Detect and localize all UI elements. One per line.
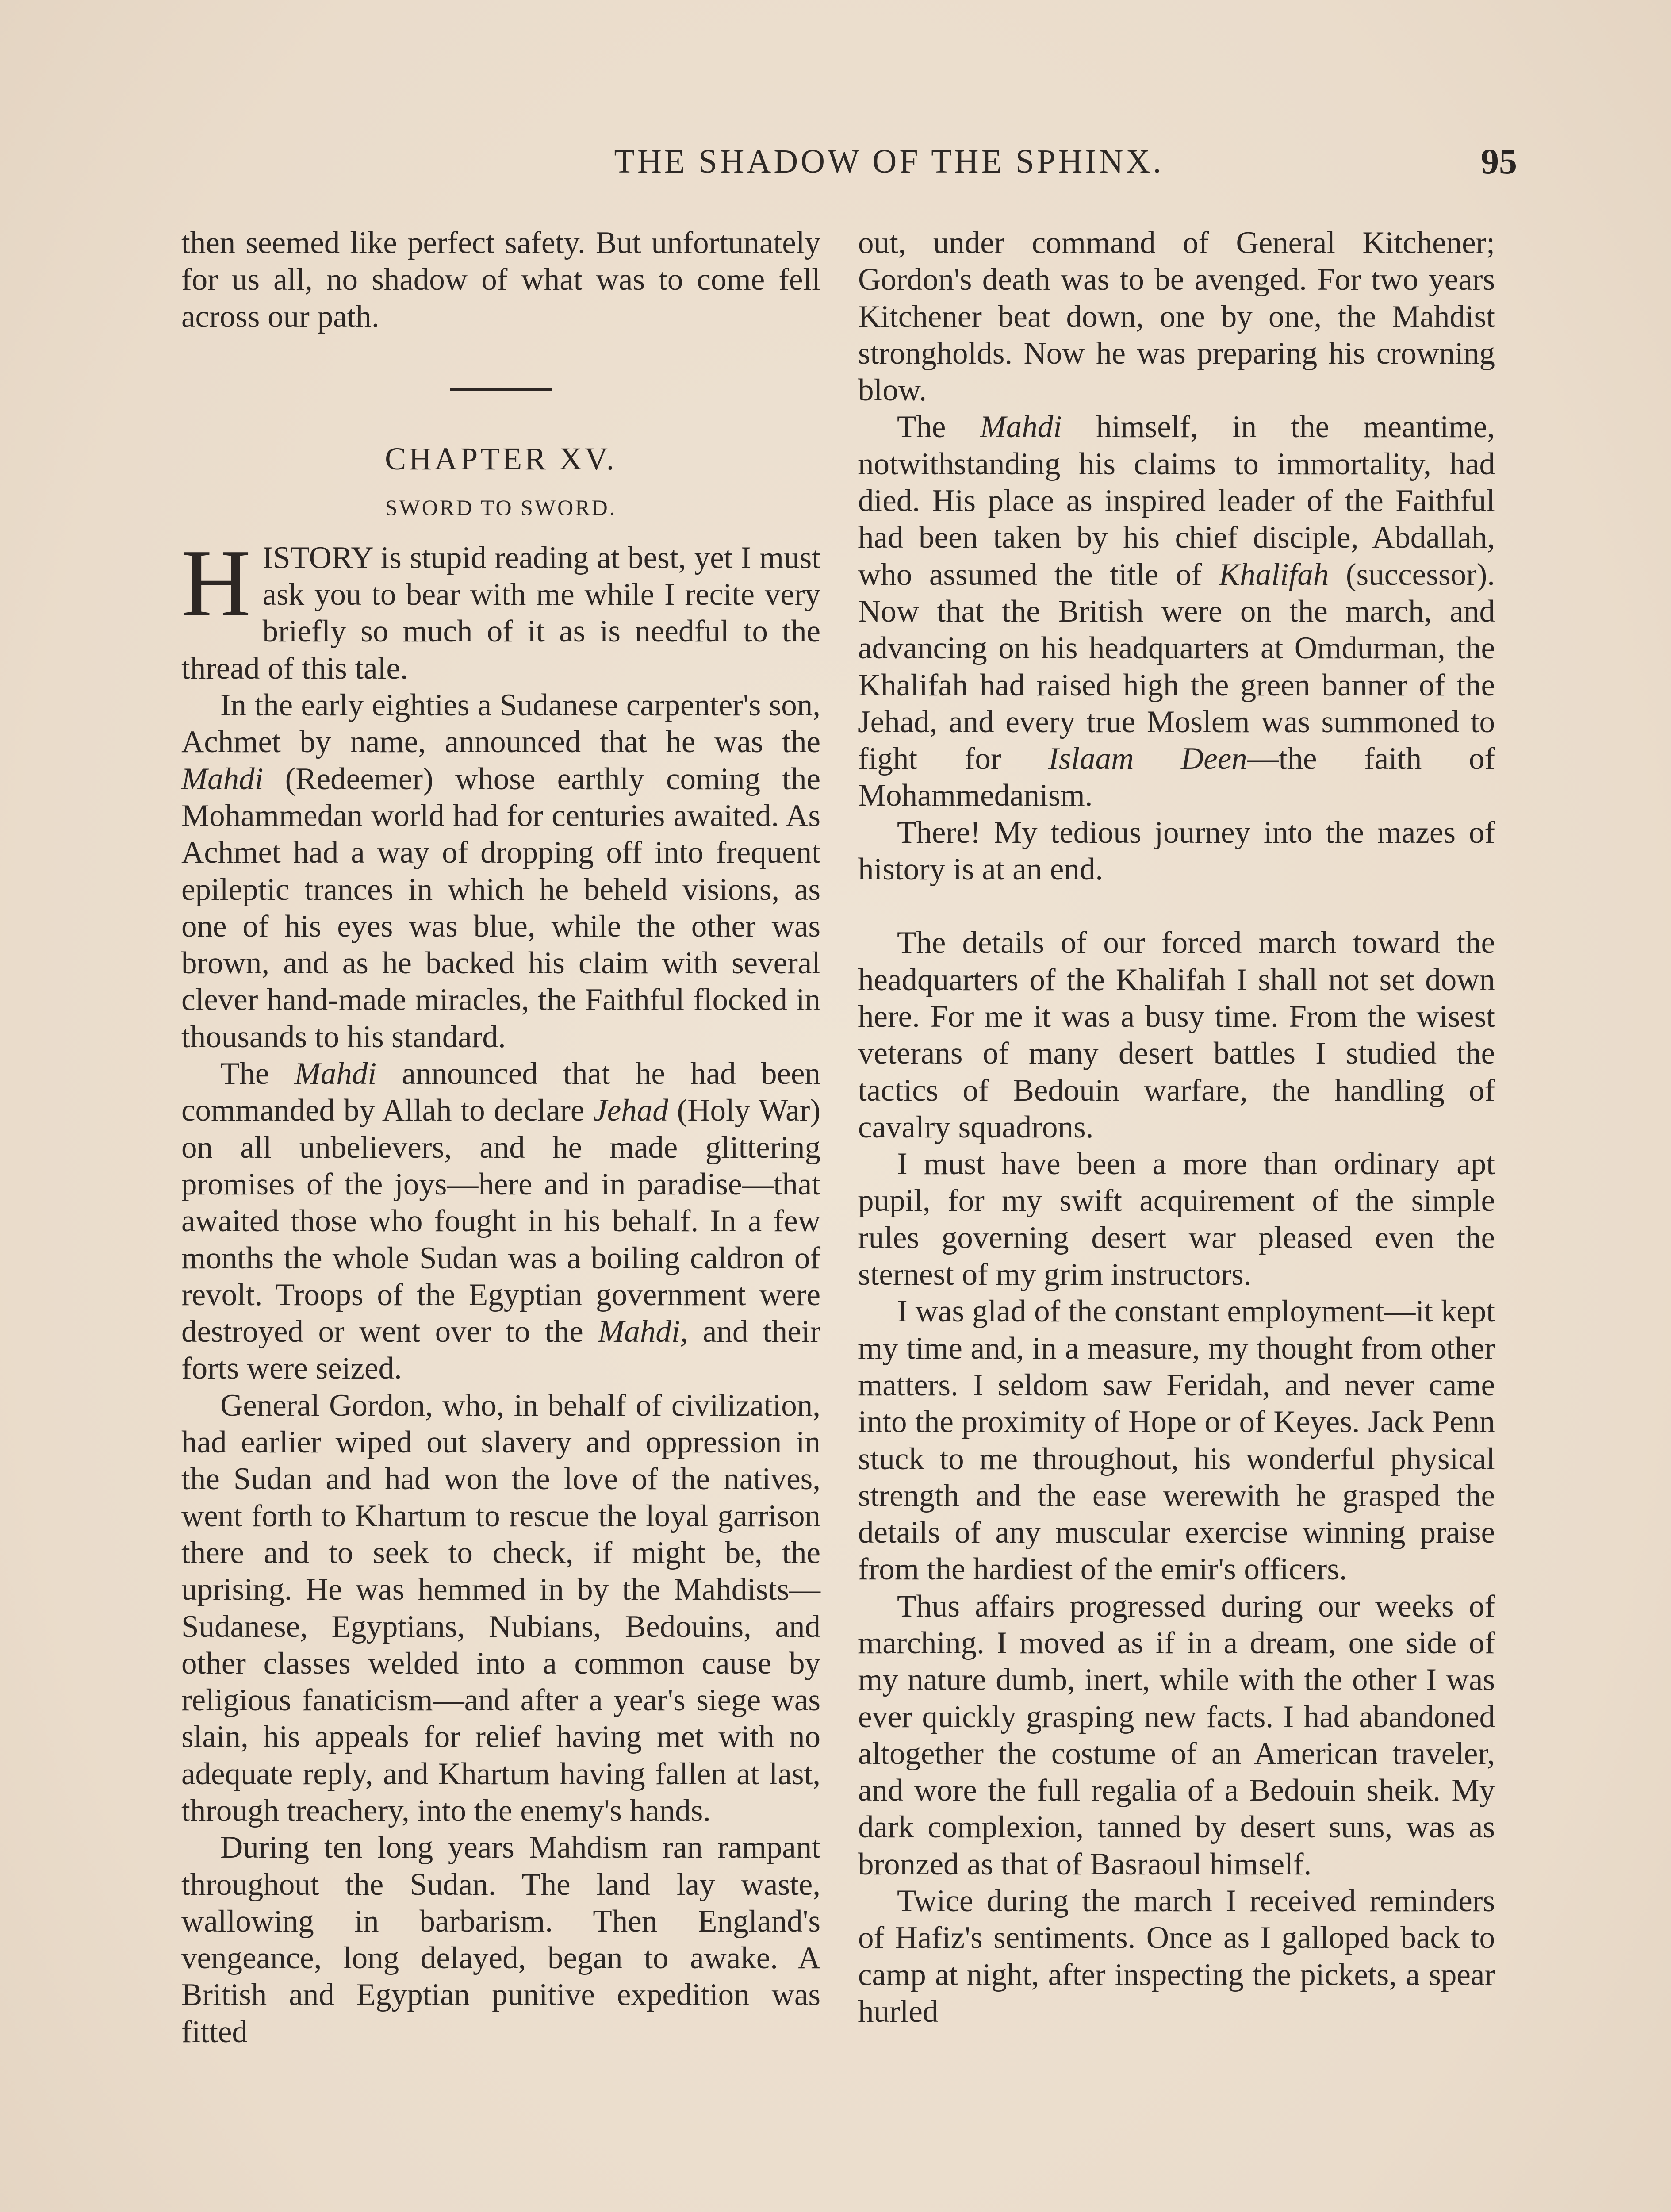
page-number: 95	[1481, 141, 1517, 181]
right-column	[858, 225, 1495, 2030]
paragraph: then seemed like perfect safety. But unfortunately for us all, no shadow of what was to come fell across our path.	[181, 226, 820, 334]
paragraph: out, under command of General Kitchener; Gordon's death was to be avenged. For two years Kitchener beat down, one by one, the Mahdist strongholds. Now he was preparing his crowning blow.	[858, 226, 1495, 408]
paragraph: The Mahdi announced that he had been commanded by Allah to declare Jehad (Holy War) on all unbelievers, and he made glittering promises of the joys—here and in paradise—that awaited those who fought in his behalf. In a few months the whole Sudan was a boiling caldron of revolt. Troops of the Egyptian government were destroyed or went over to the Mahdi, and their forts were seized.	[181, 1056, 820, 1386]
chapter-subtitle: SWORD TO SWORD.	[385, 495, 617, 520]
paragraph: Twice during the march I received reminders of Hafiz's sentiments. Once as I galloped back to camp at night, after inspecting the pickets, a spear hurled	[858, 1884, 1495, 2029]
drop-cap: H	[181, 530, 251, 637]
chapter-title: CHAPTER XV.	[385, 441, 617, 476]
paragraph: The Mahdi himself, in the meantime, notwithstanding his claims to immortality, had died. His place as inspired leader of the Faithful had been taken by his chief disciple, Abdallah, who assumed the title of Khalifah (successor). Now that the British were on the march, and advancing on his headquarters at Omdurman, the Khalifah had raised high the green banner of the Jehad, and every true Moslem was summoned to fight for Islaam Deen—the faith of Mohammedanism.	[858, 410, 1495, 813]
paragraph: Thus affairs progressed during our weeks of marching. I moved as if in a dream, one side of my nature dumb, inert, while with the other I was ever quickly grasping new facts. I had abandoned altogether the costume of an American traveler, and wore the full regalia of a Bedouin sheik. My dark complexion, tanned by desert suns, was as bronzed as that of Basraoul himself.	[858, 1589, 1495, 1882]
paragraph: I was glad of the constant employment—it kept my time and, in a measure, my thought from other matters. I seldom saw Feridah, and never came into the proximity of Hope or of Keyes. Jack Penn stuck to me throughout, his wonderful physical strength and the ease werewith he grasped the details of any muscular exercise winning praise from the hardiest of the emir's officers.	[858, 1294, 1495, 1587]
opening-paragraph: HISTORY is stupid reading at best, yet I must ask you to bear with me while I recite very briefly so much of it as is needful to the thread of this tale.	[181, 530, 820, 686]
paragraph: I must have been a more than ordinary apt pupil, for my swift acquirement of the simple rules governing desert war pleased even the sternest of my grim instructors.	[858, 1147, 1495, 1292]
paragraph: The details of our forced march toward the headquarters of the Khalifah I shall not set down here. For me it was a busy time. From the wisest veterans of many desert battles I studied the tactics of Bedouin warfare, the handling of cavalry squadrons.	[858, 926, 1495, 1144]
paragraph: There! My tedious journey into the mazes of history is at an end.	[858, 815, 1495, 887]
paragraph: During ten long years Mahdism ran rampant throughout the Sudan. The land lay waste, wallowing in barbarism. Then England's vengeance, long delayed, began to awake. A British and Egyptian punitive expedition was fitted	[181, 1830, 820, 2049]
left-column	[181, 225, 820, 2051]
paragraph: General Gordon, who, in behalf of civilization, had earlier wiped out slavery and oppression in the Sudan and had won the love of the natives, went forth to Khartum to rescue the loyal garrison there and to seek to check, if might be, the uprising. He was hemmed in by the Mahdists—Sudanese, Egyptians, Nubians, Bedouins, and other classes welded into a common cause by religious fanaticism—and after a year's siege was slain, his appeals for relief having met with no adequate reply, and Khartum having fallen at last, through treachery, into the enemy's hands.	[181, 1388, 820, 1828]
running-head: THE SHADOW OF THE SPHINX.	[614, 143, 1164, 180]
paragraph: In the early eighties a Sudanese carpenter's son, Achmet by name, announced that he was the Mahdi (Redeemer) whose earthly coming the Mohammedan world had for centuries awaited. As Achmet had a way of dropping off into frequent epileptic trances in which he beheld visions, as one of his eyes was blue, while the other was brown, and as he backed his claim with several clever hand-made miracles, the Faithful flocked in thousands to his standard.	[181, 688, 820, 1054]
section-divider	[450, 388, 552, 391]
